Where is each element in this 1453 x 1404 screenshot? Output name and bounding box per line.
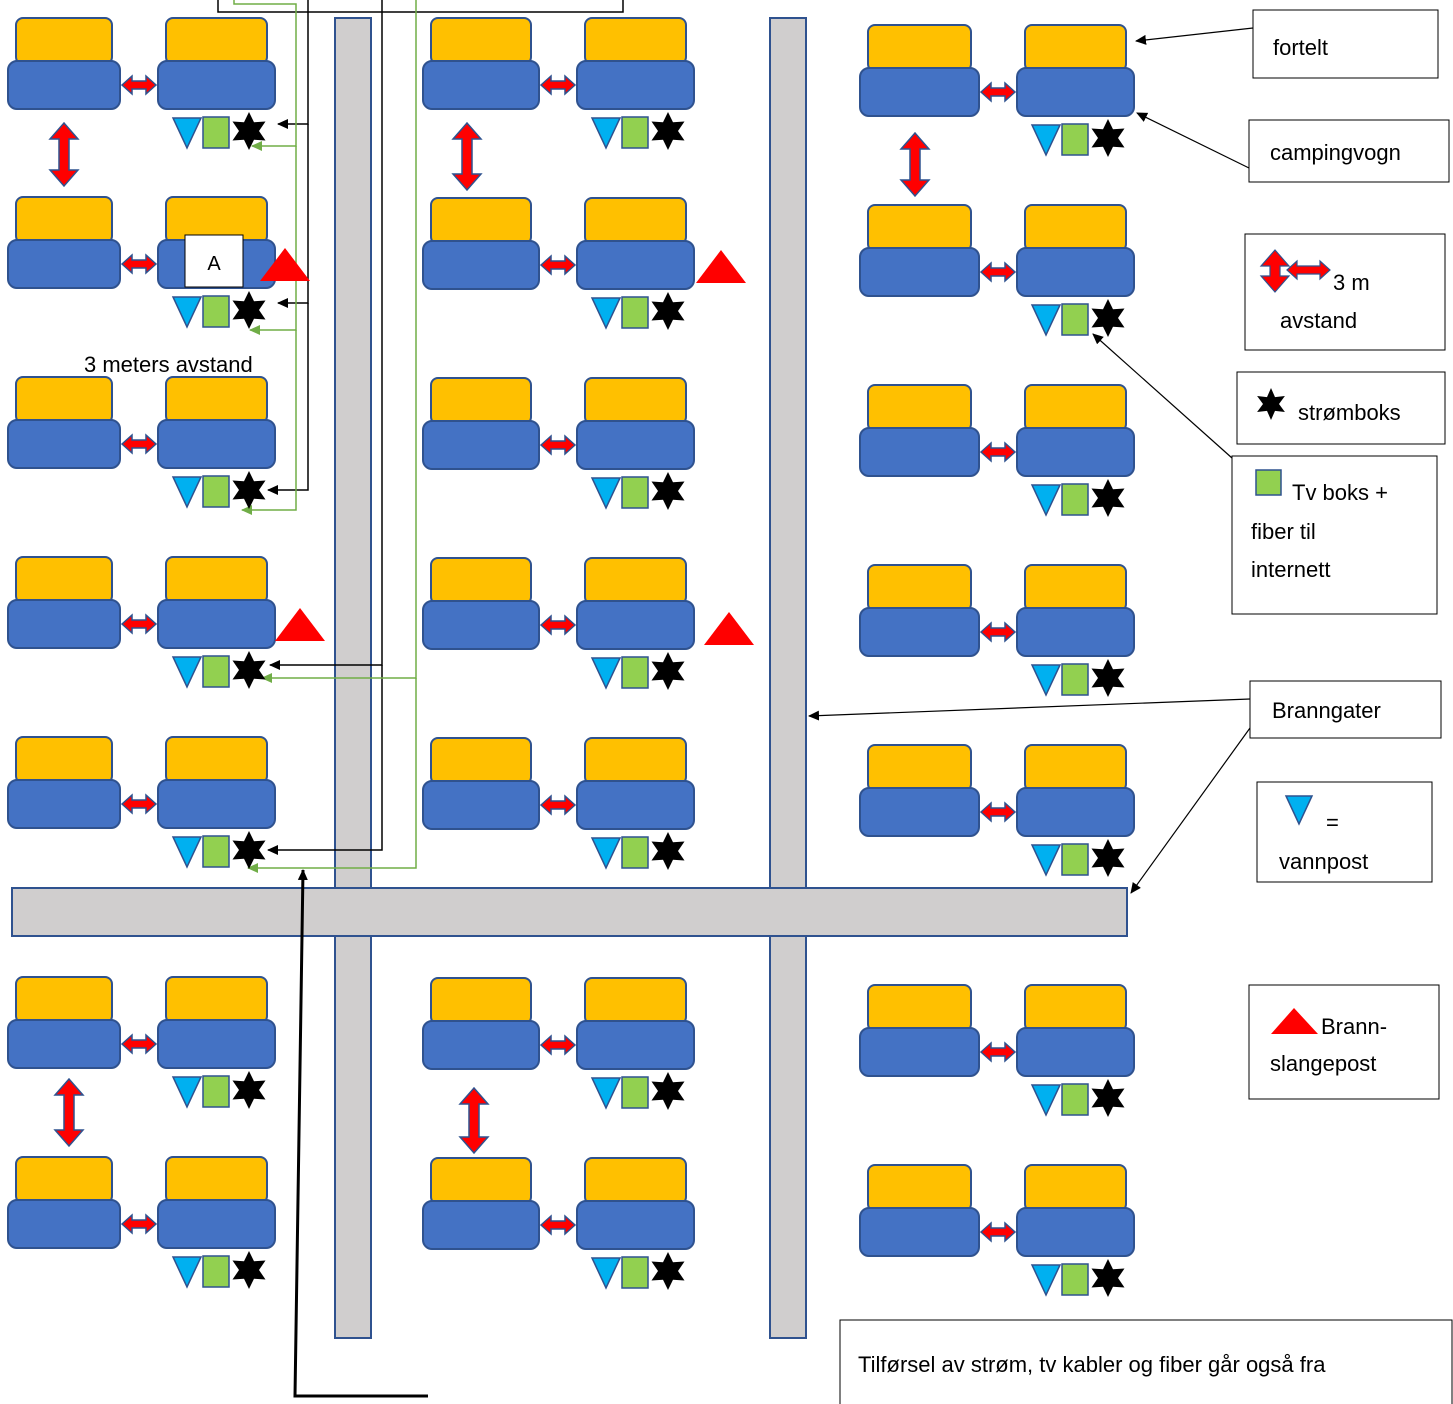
power-box-star-icon [233,1251,266,1289]
vertical-double-arrow-icon [55,1079,83,1146]
right-unit-awning [585,978,686,1024]
right-unit-awning [585,738,686,784]
double-arrow-icon [981,1043,1015,1061]
power-box-star-icon [233,831,266,869]
power-line-1 [278,0,308,124]
right-unit-awning [166,977,267,1023]
double-arrow-icon [541,76,575,94]
tv-box-icon [1062,304,1088,335]
legend-campingvogn-pointer [1137,113,1249,168]
left-unit-awning [16,197,112,243]
tv-box-icon [203,836,229,867]
camping-unit-group [423,978,694,1110]
camping-unit-group [8,977,275,1109]
legend-fire-lanes-pointer-1 [809,699,1250,716]
left-unit-awning [868,565,971,611]
tv-box-icon [203,476,229,507]
camping-unit-group [860,1165,1134,1297]
water-post-icon [1032,485,1060,515]
tv-line-2b [248,678,416,868]
right-unit-awning [1025,565,1126,611]
fire-lane-horizontal [12,888,1127,936]
tv-box-icon [1062,124,1088,155]
water-post-icon [1032,665,1060,695]
left-unit-awning [16,377,112,423]
camping-unit-group [860,205,1134,337]
power-box-star-icon [1092,299,1125,337]
legend-hose-line1: Brann- [1321,1014,1388,1039]
water-post-icon [1032,305,1060,335]
left-unit-caravan [860,788,979,836]
right-unit-awning [166,18,267,64]
double-arrow-icon [541,1036,575,1054]
tv-box-icon [203,1256,229,1287]
legend-water-post [1257,782,1432,882]
right-unit-awning [166,737,267,783]
power-box-star-icon [652,832,685,870]
power-box-star-icon [652,292,685,330]
double-arrow-icon [122,76,156,94]
water-post-icon [173,1077,201,1107]
double-arrow-icon [122,435,156,453]
power-box-star-icon [652,472,685,510]
right-unit-caravan [577,421,694,469]
left-unit-awning [868,1165,971,1211]
legend-tv-line1: Tv boks + [1292,480,1388,505]
water-post-icon [173,477,201,507]
power-box-star-icon [233,471,266,509]
water-post-icon [592,1078,620,1108]
right-unit-awning [1025,745,1126,791]
vertical-double-arrow-icon [460,1088,488,1153]
legend-fire-lanes-label: Branngater [1272,698,1381,723]
right-unit-awning [1025,1165,1126,1211]
top-legend-box-outline [218,0,623,12]
camping-unit-group [860,745,1134,877]
power-box-star-icon [652,1072,685,1110]
water-post-icon [1032,1265,1060,1295]
legend-water-label: vannpost [1279,849,1369,874]
power-box-star-icon [1092,1259,1125,1297]
double-arrow-icon [541,1216,575,1234]
left-unit-caravan [8,240,120,288]
camping-unit-group [423,378,694,510]
left-unit-awning [16,737,112,783]
water-post-icon [1032,845,1060,875]
right-unit-caravan [577,781,694,829]
left-unit-caravan [860,1208,979,1256]
right-unit-caravan [1017,1208,1134,1256]
right-unit-awning [585,18,686,64]
camping-unit-group [423,738,694,870]
right-unit-awning [1025,385,1126,431]
left-unit-caravan [423,781,539,829]
tv-box-icon [622,837,648,868]
distance-note: 3 meters avstand [84,352,253,377]
left-unit-caravan [860,1028,979,1076]
double-arrow-icon [122,795,156,813]
power-box-star-icon [1092,839,1125,877]
water-post-icon [592,658,620,688]
camping-units [8,18,1134,1297]
left-unit-caravan [423,421,539,469]
double-arrow-icon [541,256,575,274]
legend-water-eq: = [1326,810,1339,835]
spot-a-label [185,235,243,287]
power-box-star-icon [652,112,685,150]
water-post-icon [592,478,620,508]
water-post-icon [173,118,201,148]
legend-fortelt-label: fortelt [1273,35,1329,60]
right-unit-caravan [158,61,275,109]
double-arrow-icon [122,255,156,273]
left-unit-awning [16,18,112,64]
water-post-icon [592,1258,620,1288]
right-unit-caravan [577,1201,694,1249]
legend-tv-line2: fiber til [1251,519,1316,544]
left-unit-awning [16,557,112,603]
camping-unit-group [423,558,694,690]
fire-lane-vertical-right [770,18,806,1338]
power-box-star-icon [233,1071,266,1109]
legend-fortelt-pointer [1136,28,1253,41]
left-unit-caravan [860,248,979,296]
water-post-icon [1032,1085,1060,1115]
camping-unit-group [860,25,1134,157]
legend-fire-lanes-pointer-2 [1131,728,1250,893]
left-unit-awning [431,198,531,244]
tv-box-icon [1062,1264,1088,1295]
tv-box-icon [203,296,229,327]
right-unit-awning [585,558,686,604]
double-arrow-icon [541,436,575,454]
left-unit-caravan [8,1200,120,1248]
double-arrow-icon [541,796,575,814]
right-unit-caravan [158,420,275,468]
left-unit-caravan [8,61,120,109]
left-unit-awning [431,1158,531,1204]
spot-a-text: A [207,253,221,275]
power-box-star-icon [1092,1079,1125,1117]
legend-power-box-label: strømboks [1298,400,1401,425]
legend-fortelt [1136,10,1438,78]
right-unit-awning [585,1158,686,1204]
power-box-star-icon [233,291,266,329]
double-arrow-icon [981,1223,1015,1241]
right-unit-caravan [577,1021,694,1069]
legend-distance [1245,234,1445,350]
left-unit-awning [868,25,971,71]
water-post-icon [592,298,620,328]
right-unit-caravan [577,601,694,649]
double-arrow-icon [981,803,1015,821]
left-unit-awning [868,205,971,251]
vertical-double-arrow-icon [901,133,929,196]
power-box-star-icon [1092,659,1125,697]
tv-box-icon [1062,1084,1088,1115]
double-arrow-icon [981,83,1015,101]
legend-campingvogn [1137,113,1449,182]
water-post-icon [173,1257,201,1287]
legend-distance-word: avstand [1280,308,1358,333]
power-box-star-icon [1092,119,1125,157]
right-unit-awning [585,198,686,244]
tv-box-icon [622,117,648,148]
left-unit-caravan [8,600,120,648]
power-box-star-icon [233,651,266,689]
tv-box-icon [622,657,648,688]
double-arrow-icon [981,623,1015,641]
legend-hose-post [1249,985,1439,1099]
camping-unit-group [860,985,1134,1117]
left-unit-awning [868,385,971,431]
right-unit-awning [585,378,686,424]
left-unit-caravan [423,1201,539,1249]
camping-unit-group [8,377,275,509]
camping-unit-group [423,1158,694,1290]
left-unit-caravan [860,428,979,476]
camping-unit-group [860,565,1134,697]
right-unit-caravan [577,241,694,289]
right-unit-awning [166,557,267,603]
water-post-icon [173,297,201,327]
left-unit-caravan [423,1021,539,1069]
double-arrow-icon [122,1215,156,1233]
power-box-star-icon [1092,479,1125,517]
left-unit-awning [431,738,531,784]
power-box-star-icon [652,1252,685,1290]
tv-box-icon [622,1257,648,1288]
left-unit-caravan [423,601,539,649]
tv-box-icon [622,1077,648,1108]
camping-unit-group [8,557,275,689]
left-unit-caravan [860,68,979,116]
left-unit-caravan [8,420,120,468]
left-unit-caravan [423,61,539,109]
left-unit-awning [431,978,531,1024]
tv-box-icon [1062,484,1088,515]
left-unit-awning [868,985,971,1031]
double-arrow-icon [541,616,575,634]
vertical-double-arrow-icon [453,123,481,190]
left-unit-caravan [423,241,539,289]
tv-box-icon [622,297,648,328]
water-post-icon [173,657,201,687]
left-unit-caravan [860,608,979,656]
right-unit-caravan [577,61,694,109]
left-unit-caravan [8,1020,120,1068]
supply-note-box [840,1320,1452,1404]
hose-post-icon [696,250,746,283]
right-unit-awning [1025,205,1126,251]
right-unit-awning [166,1157,267,1203]
double-arrow-icon [122,1035,156,1053]
camping-unit-group [8,737,275,869]
hose-post-icon [704,612,754,645]
right-unit-caravan [158,600,275,648]
right-unit-caravan [158,780,275,828]
double-arrow-icon [981,443,1015,461]
left-unit-awning [431,378,531,424]
left-unit-awning [431,18,531,64]
tv-box-icon [203,656,229,687]
legend-power-box [1237,372,1445,444]
tv-box-icon [1062,664,1088,695]
double-arrow-icon [981,263,1015,281]
left-unit-caravan [8,780,120,828]
double-arrow-icon [122,615,156,633]
right-unit-caravan [1017,68,1134,116]
tv-box-icon [203,117,229,148]
right-unit-caravan [158,1200,275,1248]
camping-unit-group [8,18,275,150]
legend-campingvogn-label: campingvogn [1270,140,1401,165]
right-unit-awning [166,377,267,423]
right-unit-caravan [158,1020,275,1068]
power-box-star-icon [233,112,266,150]
legend-tv-line3: internett [1251,557,1331,582]
vertical-double-arrow-icon [50,123,78,186]
right-unit-awning [1025,25,1126,71]
water-post-icon [1032,125,1060,155]
supply-note-text: Tilførsel av strøm, tv kabler og fiber går også fra [858,1352,1326,1377]
right-unit-caravan [1017,788,1134,836]
right-unit-caravan [1017,428,1134,476]
right-unit-caravan [1017,248,1134,296]
right-unit-awning [1025,985,1126,1031]
right-unit-caravan [1017,608,1134,656]
hose-post-icon [275,608,325,641]
camping-unit-group [860,385,1134,517]
tv-box-icon [1062,844,1088,875]
water-post-icon [592,118,620,148]
legend-green-square-icon [1256,470,1281,495]
left-unit-awning [16,977,112,1023]
tv-box-icon [203,1076,229,1107]
water-post-icon [173,837,201,867]
tv-box-icon [622,477,648,508]
water-post-icon [592,838,620,868]
left-unit-awning [16,1157,112,1203]
supply-lines [218,0,623,1396]
legend-distance-number: 3 m [1333,270,1370,295]
left-unit-awning [431,558,531,604]
legend-hose-line2: slangepost [1270,1051,1377,1076]
right-unit-caravan [1017,1028,1134,1076]
camping-unit-group [423,198,694,330]
left-unit-awning [868,745,971,791]
power-box-star-icon [652,652,685,690]
camping-unit-group [8,1157,275,1289]
